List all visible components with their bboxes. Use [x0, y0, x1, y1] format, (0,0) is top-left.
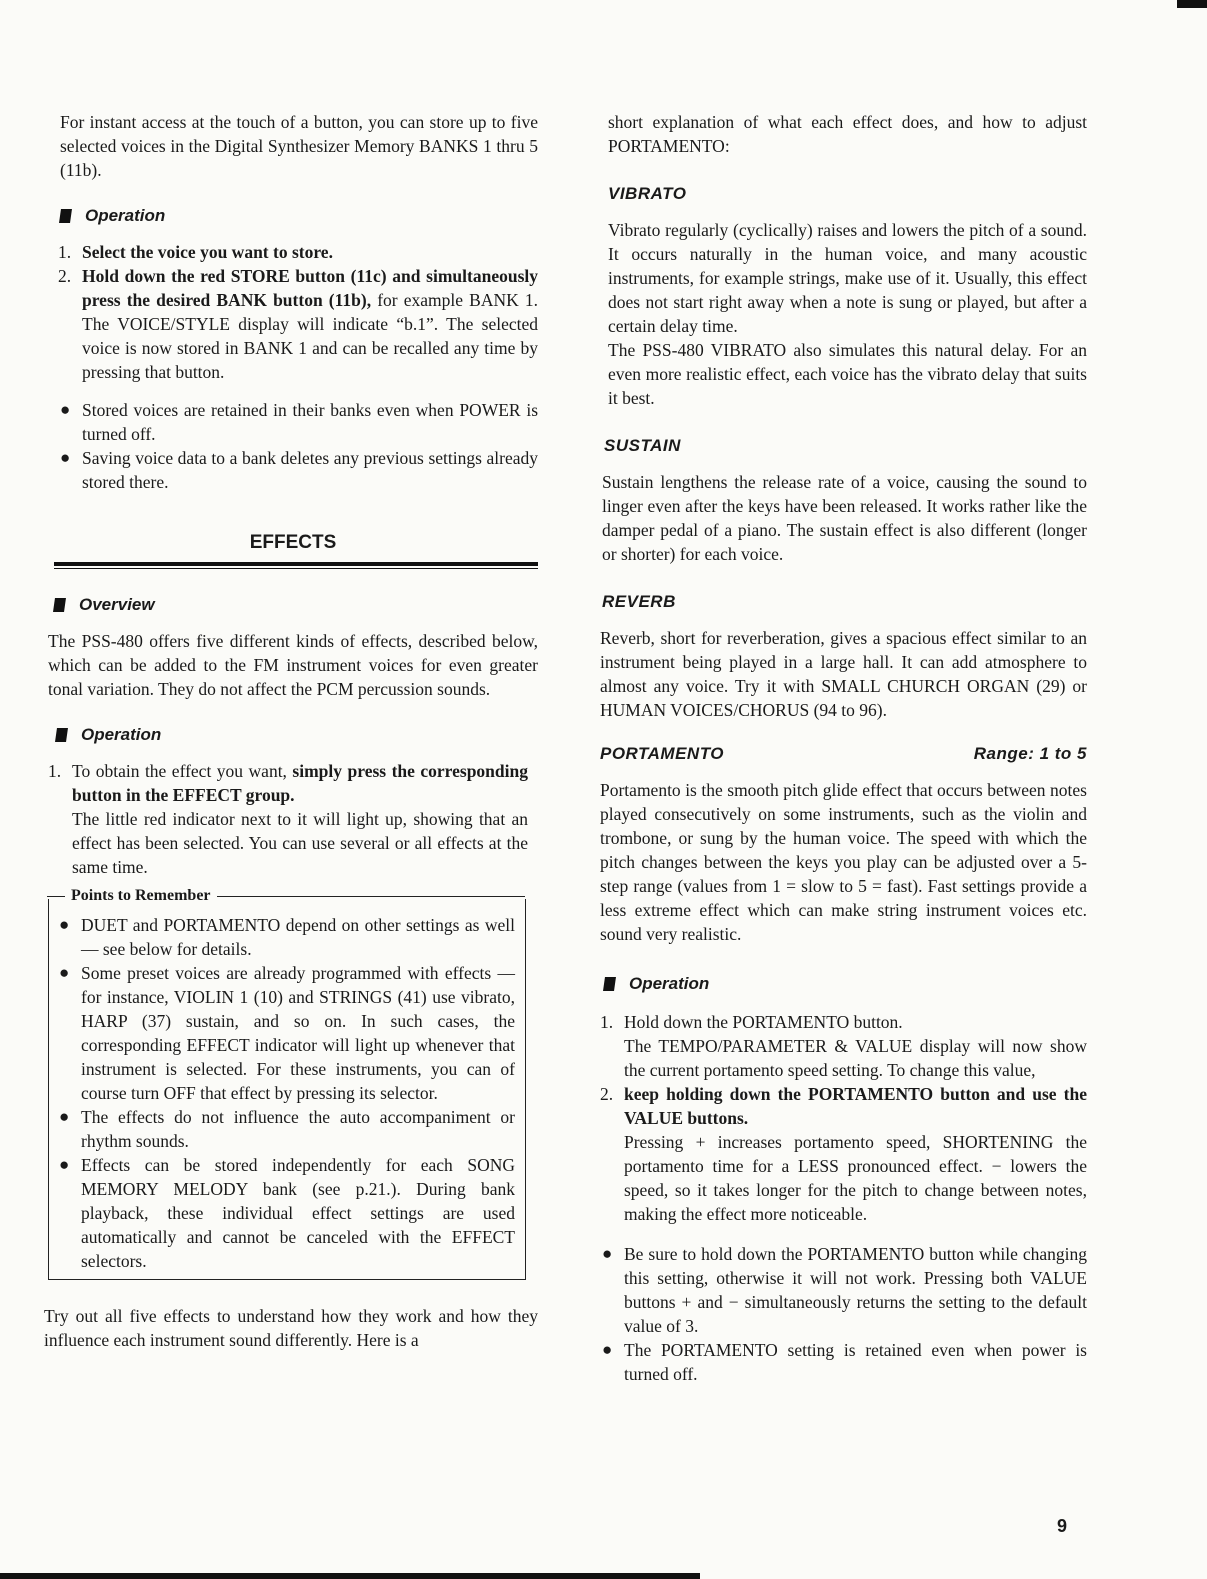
right-column — [600, 110, 1087, 1386]
step-bold-text: keep holding down the PORTAMENTO button and use the VALUE buttons. — [624, 1084, 1087, 1128]
bullet-icon: ● — [59, 963, 70, 982]
portamento-range: Range: 1 to 5 — [973, 744, 1087, 763]
step-number: 1. — [58, 242, 72, 262]
list-item — [600, 1010, 1087, 1082]
note-text: Be sure to hold down the PORTAMENTO button while changing this setting, otherwise it will not work. Pressing both VALUE buttons + and − simultaneously returns the setting to the default value of 3. — [624, 1244, 1087, 1336]
overview-text: The PSS-480 offers five different kinds of effects, described below, which can be added to the FM instrument voices for even greater tonal variation. They do not affect the PCM percussion sounds. — [48, 631, 538, 699]
list-item — [57, 1105, 515, 1153]
bullet-icon: ● — [59, 915, 70, 934]
note-text: The PORTAMENTO setting is retained even when power is turned off. — [624, 1340, 1087, 1384]
bullet-icon: ● — [59, 1155, 70, 1174]
square-bullet-icon — [53, 598, 66, 612]
points-title: Points to Remember — [65, 887, 217, 905]
list-item — [58, 398, 538, 446]
step-text: for example BANK 1. The VOICE/STYLE display will indicate “b.1”. The selected voice is now stored in BANK 1 and can be recalled any time by pressing that button. — [82, 290, 538, 382]
list-item — [57, 913, 515, 961]
effect-step — [48, 759, 528, 879]
list-item — [57, 961, 515, 1105]
points-to-remember-box — [48, 887, 526, 1280]
step-number: 1. — [600, 1012, 614, 1032]
step-number: 1. — [48, 761, 62, 781]
list-item — [58, 446, 538, 494]
bullet-icon: ● — [60, 448, 71, 467]
point-text: The effects do not influence the auto accompaniment or rhythm sounds. — [81, 1107, 515, 1151]
box-title-bar — [47, 887, 525, 905]
overview-heading — [54, 595, 538, 615]
vibrato-text-2: The PSS-480 VIBRATO also simulates this natural delay. For an even more realistic effect, each voice has the vibrato delay that suits it best. — [608, 340, 1087, 408]
portamento-heading: PORTAMENTO — [600, 744, 725, 763]
operation-heading — [604, 974, 1087, 994]
bank-intro-text: For instant access at the touch of a button, you can store up to five selected voices in the Digital Synthesizer Memory BANKS 1 thru 5 (11b). — [60, 112, 538, 180]
vibrato-text: Vibrato regularly (cyclically) raises and lowers the pitch of a sound. It occurs naturally in the human voice, and many acoustic instruments, for example strings, make use of it. Usually, this effect does not start right away when a note is sung or played, but after a certain delay time. — [608, 220, 1087, 336]
list-item — [58, 240, 538, 264]
point-text: Some preset voices are already programmed with effects — for instance, VIOLIN 1 (10) and STRINGS (41) use vibrato, HARP (37) sustain, and so on. In such cases, the corresponding EFFECT indicator will light up whenever that instrument is selected. For these instruments, you can of course turn OFF that effect by pressing its selector. — [81, 963, 515, 1103]
note-text: Stored voices are retained in their banks even when POWER is turned off. — [82, 400, 538, 444]
operation-heading — [60, 206, 538, 226]
step-text: Hold down the PORTAMENTO button. — [624, 1012, 903, 1032]
step-number: 2. — [600, 1084, 614, 1104]
step-number: 2. — [58, 266, 72, 286]
square-bullet-icon — [55, 728, 68, 742]
step-subtext: The TEMPO/PARAMETER & VALUE display will now show the current portamento speed setting. To change this value, — [624, 1036, 1087, 1080]
square-bullet-icon — [59, 209, 72, 223]
point-text: Effects can be stored independently for each SONG MEMORY MELODY bank (see p.21.). During bank playback, these individual effect settings are used automatically and cannot be canceled with the EFFECT selectors. — [81, 1155, 515, 1271]
overview-heading-label: Overview — [79, 595, 155, 614]
box-title-line — [47, 896, 65, 897]
sustain-text: Sustain lengthens the release rate of a voice, causing the sound to linger even after the keys have been released. It works rather like the damper pedal of a piano. The sustain effect is also different (longer or shorter) for each voice. — [602, 472, 1087, 564]
bullet-icon: ● — [59, 1107, 70, 1126]
list-item — [57, 1153, 515, 1273]
corner-scan-mark — [1177, 0, 1207, 8]
step-bold-text: Select the voice you want to store. — [82, 242, 333, 262]
section-divider — [54, 562, 538, 569]
portamento-steps-list — [600, 1010, 1087, 1226]
square-bullet-icon — [603, 977, 616, 991]
list-item — [58, 264, 538, 384]
portamento-notes-list — [600, 1242, 1087, 1386]
store-notes-list — [58, 398, 538, 494]
list-item — [600, 1082, 1087, 1226]
reverb-heading: REVERB — [602, 592, 676, 611]
vibrato-heading: VIBRATO — [608, 184, 687, 203]
operation-heading-label: Operation — [81, 725, 162, 744]
store-steps-list — [58, 240, 538, 384]
outro-text: Try out all five effects to understand how they work and how they influence each instrument sound differently. Here is a — [44, 1306, 538, 1350]
points-list — [57, 913, 515, 1273]
right-intro-text: short explanation of what each effect does, and how to adjust PORTAMENTO: — [608, 112, 1087, 156]
step-text: To obtain the effect you want, — [72, 761, 293, 781]
portamento-text: Portamento is the smooth pitch glide effect that occurs between notes played consecutively on some instruments, such as the violin and trombone, or sung by the human voice. The speed with which the pitch changes between the keys you play can be adjusted over a 5-step range (values from 1 = slow to 5 = fast). Fast settings provide a less extreme effect which can make string instrument voices etc. sound very realistic. — [600, 780, 1087, 944]
box-title-line — [217, 896, 525, 897]
step-subtext: The little red indicator next to it will light up, showing that an effect has been selected. You can use several or all effects at the same time. — [72, 809, 528, 877]
sustain-heading: SUSTAIN — [604, 436, 681, 455]
bottom-scan-edge — [0, 1573, 700, 1579]
operation-heading-label: Operation — [85, 206, 166, 225]
reverb-text: Reverb, short for reverberation, gives a spacious effect similar to an instrument being played in a large hall. It can add atmosphere to almost any voice. Try it with SMALL CHURCH ORGAN (29) or HUMAN VOICES/CHORUS (94 to 96). — [600, 628, 1087, 720]
bullet-icon: ● — [602, 1340, 613, 1359]
operation-heading-label: Operation — [629, 974, 710, 993]
list-item — [600, 1242, 1087, 1338]
page-number: 9 — [1057, 1516, 1068, 1536]
list-item — [600, 1338, 1087, 1386]
step-subtext: Pressing + increases portamento speed, SHORTENING the portamento time for a LESS pronounced effect. − lowers the speed, so it takes longer for the pitch to change between notes, making the effect more noticeable. — [624, 1132, 1087, 1224]
step-bold-text: simply press the corresponding button in the EFFECT group. — [72, 761, 528, 805]
point-text: DUET and PORTAMENTO depend on other settings as well — see below for details. — [81, 915, 515, 959]
operation-heading — [56, 725, 538, 745]
portamento-heading-row — [600, 744, 1087, 764]
left-column — [44, 110, 538, 1352]
step-bold-text: Hold down the red STORE button (11c) and simultaneously press the desired BANK button (11b), — [82, 266, 538, 310]
bullet-icon: ● — [602, 1244, 613, 1263]
bullet-icon: ● — [60, 400, 71, 419]
effects-title: EFFECTS — [249, 532, 337, 553]
note-text: Saving voice data to a bank deletes any previous settings already stored there. — [82, 448, 538, 492]
